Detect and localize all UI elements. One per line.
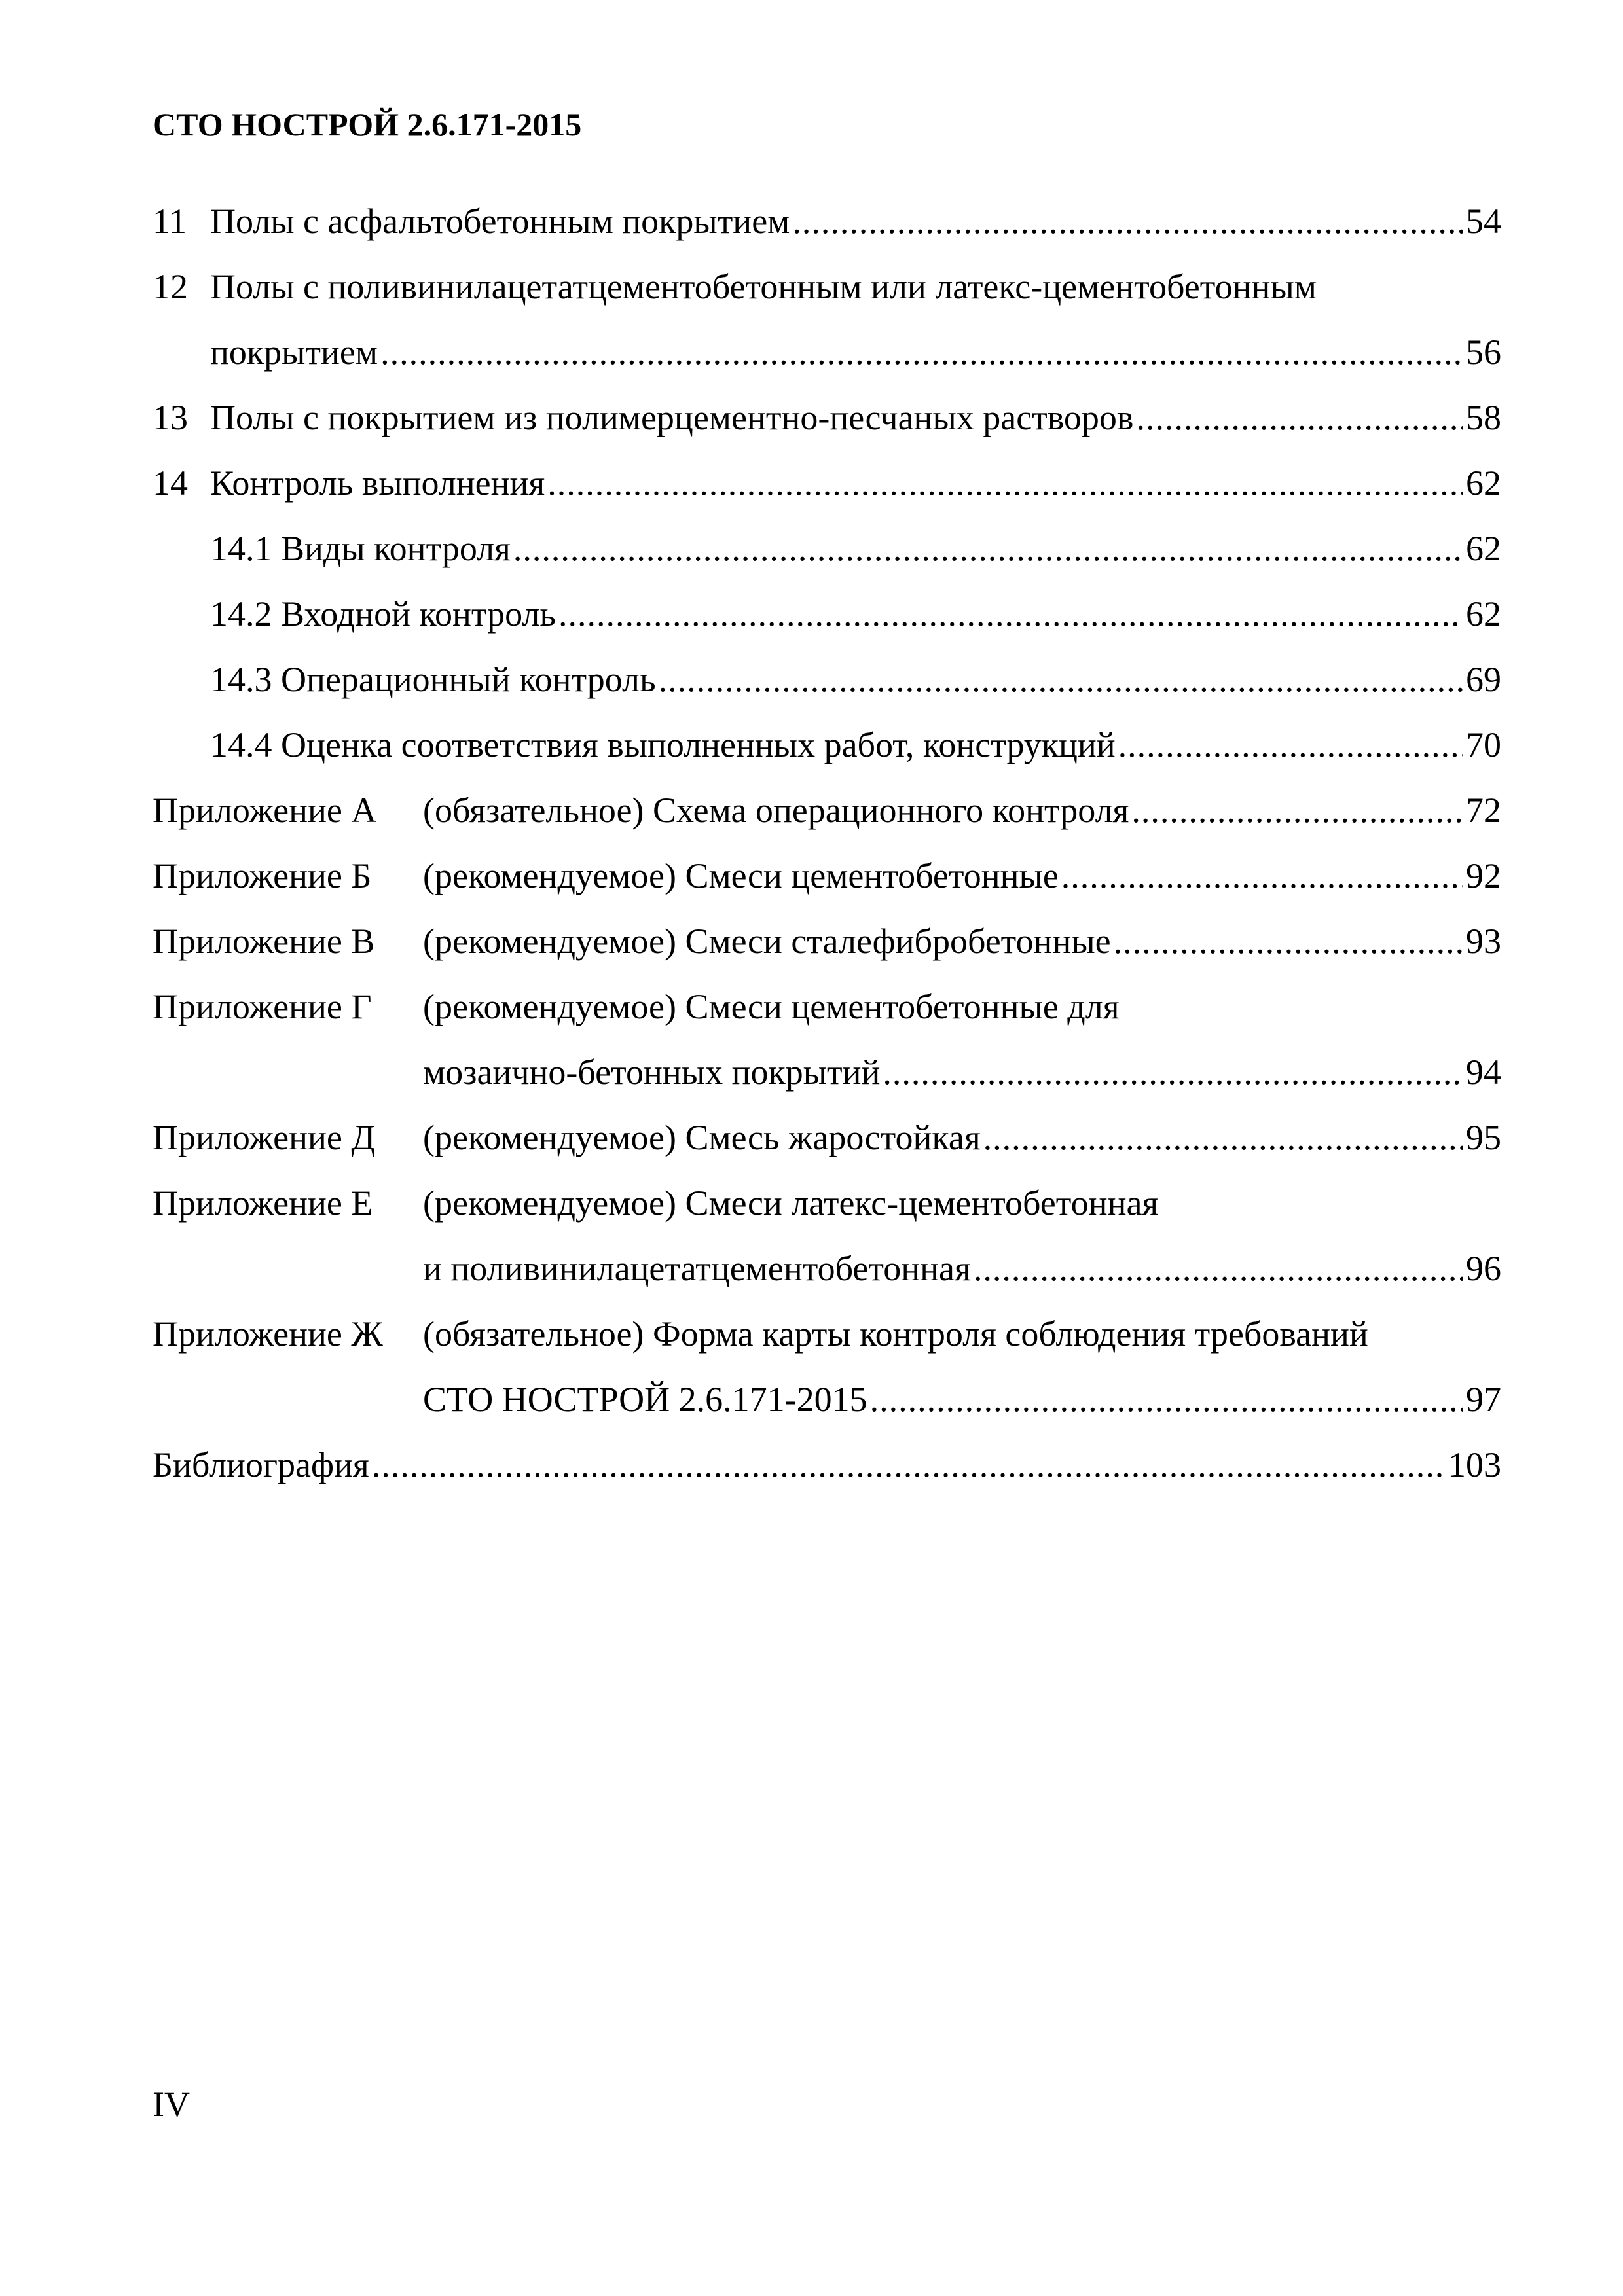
toc-entry-13[interactable] (153, 385, 1501, 450)
toc-appendix-g-continued[interactable] (153, 1039, 1501, 1105)
toc-entry-title: (рекомендуемое) Смеси сталефибробетонные (423, 922, 1111, 961)
toc-entry-14-3[interactable] (153, 647, 1501, 712)
dot-leader (792, 188, 1463, 254)
toc-entry-title: Контроль выполнения (210, 463, 545, 503)
toc-entry-page: 54 (1466, 202, 1501, 241)
toc-entry-title: Полы с покрытием из полимерцементно-песчаных растворов (210, 398, 1134, 437)
appendix-label: Приложение Б (153, 856, 372, 895)
toc-entry-page: 62 (1466, 594, 1501, 634)
toc-appendix-a[interactable] (153, 778, 1501, 843)
toc-entry-title-continued: и поливинилацетатцементобетонная (423, 1249, 971, 1288)
toc-entry-page: 92 (1466, 856, 1501, 895)
toc-entry-page: 72 (1466, 791, 1501, 830)
toc-entry-title: 14.3 Операционный контроль (210, 660, 656, 699)
dot-leader (547, 450, 1463, 516)
toc-entry-title: 14.4 Оценка соответствия выполненных работ, конструкций (210, 725, 1116, 764)
toc-entry-page: 95 (1466, 1118, 1501, 1157)
toc-entry-number: 13 (153, 398, 188, 437)
toc-entry-page: 96 (1466, 1249, 1501, 1288)
toc-entry-11[interactable] (153, 188, 1501, 254)
toc-entry-title: Библиография (153, 1445, 369, 1484)
table-of-contents (153, 188, 1501, 1498)
appendix-label: Приложение Г (153, 987, 372, 1026)
dot-leader (513, 516, 1463, 581)
dot-leader (1131, 778, 1463, 843)
toc-entry-page: 103 (1448, 1445, 1501, 1484)
toc-entry-page: 93 (1466, 922, 1501, 961)
appendix-label: Приложение А (153, 791, 377, 830)
toc-appendix-b[interactable] (153, 843, 1501, 908)
toc-appendix-zh-continued[interactable] (153, 1367, 1501, 1432)
toc-bibliography[interactable] (153, 1432, 1501, 1498)
toc-entry-12-continued[interactable] (153, 319, 1501, 385)
toc-entry-title: Полы с асфальтобетонным покрытием (210, 202, 790, 241)
toc-entry-number: 11 (153, 202, 187, 241)
dot-leader (1114, 908, 1463, 974)
toc-entry-page: 62 (1466, 529, 1501, 568)
toc-entry-title: (рекомендуемое) Смеси цементобетонные (423, 856, 1059, 895)
dot-leader (870, 1367, 1463, 1432)
toc-entry-number: 12 (153, 267, 188, 306)
page-number: IV (153, 2085, 190, 2124)
toc-entry-page: 94 (1466, 1052, 1501, 1092)
dot-leader (883, 1039, 1463, 1105)
toc-appendix-e[interactable] (153, 1170, 1501, 1236)
toc-entry-title: (обязательное) Схема операционного контроля (423, 791, 1129, 830)
toc-entry-14-1[interactable] (153, 516, 1501, 581)
toc-entry-title: (рекомендуемое) Смеси латекс-цементобетонная (423, 1183, 1159, 1223)
toc-appendix-v[interactable] (153, 908, 1501, 974)
toc-entry-title: Полы с поливинилацетатцементобетонным или латекс-цементобетонным (210, 267, 1317, 306)
toc-entry-page: 69 (1466, 660, 1501, 699)
document-header: СТО НОСТРОЙ 2.6.171-2015 (153, 106, 582, 143)
toc-entry-14[interactable] (153, 450, 1501, 516)
dot-leader (1118, 712, 1463, 778)
appendix-label: Приложение В (153, 922, 375, 961)
dot-leader (558, 581, 1463, 647)
toc-entry-title-continued: СТО НОСТРОЙ 2.6.171-2015 (423, 1380, 867, 1419)
toc-appendix-d[interactable] (153, 1105, 1501, 1170)
appendix-label: Приложение Д (153, 1118, 376, 1157)
toc-entry-title-continued: мозаично-бетонных покрытий (423, 1052, 881, 1092)
toc-entry-number: 14 (153, 463, 188, 503)
toc-appendix-zh[interactable] (153, 1301, 1501, 1367)
toc-entry-title-continued: покрытием (210, 332, 378, 372)
toc-entry-title: 14.1 Виды контроля (210, 529, 511, 568)
dot-leader (974, 1236, 1463, 1301)
toc-entry-title: (обязательное) Форма карты контроля соблюдения требований (423, 1314, 1368, 1354)
toc-appendix-e-continued[interactable] (153, 1236, 1501, 1301)
toc-appendix-g[interactable] (153, 974, 1501, 1039)
toc-entry-page: 97 (1466, 1380, 1501, 1419)
dot-leader (983, 1105, 1463, 1170)
dot-leader (380, 319, 1463, 385)
toc-entry-page: 56 (1466, 332, 1501, 372)
dot-leader (659, 647, 1463, 712)
toc-entry-page: 62 (1466, 463, 1501, 503)
toc-entry-page: 58 (1466, 398, 1501, 437)
toc-entry-14-4[interactable] (153, 712, 1501, 778)
toc-entry-title: 14.2 Входной контроль (210, 594, 556, 634)
toc-entry-12[interactable] (153, 254, 1501, 319)
appendix-label: Приложение Ж (153, 1314, 383, 1354)
toc-entry-page: 70 (1466, 725, 1501, 764)
dot-leader (1061, 843, 1463, 908)
appendix-label: Приложение Е (153, 1183, 373, 1223)
dot-leader (1136, 385, 1463, 450)
toc-entry-title: (рекомендуемое) Смесь жаростойкая (423, 1118, 981, 1157)
toc-entry-14-2[interactable] (153, 581, 1501, 647)
dot-leader (372, 1432, 1446, 1498)
toc-entry-title: (рекомендуемое) Смеси цементобетонные для (423, 987, 1120, 1026)
